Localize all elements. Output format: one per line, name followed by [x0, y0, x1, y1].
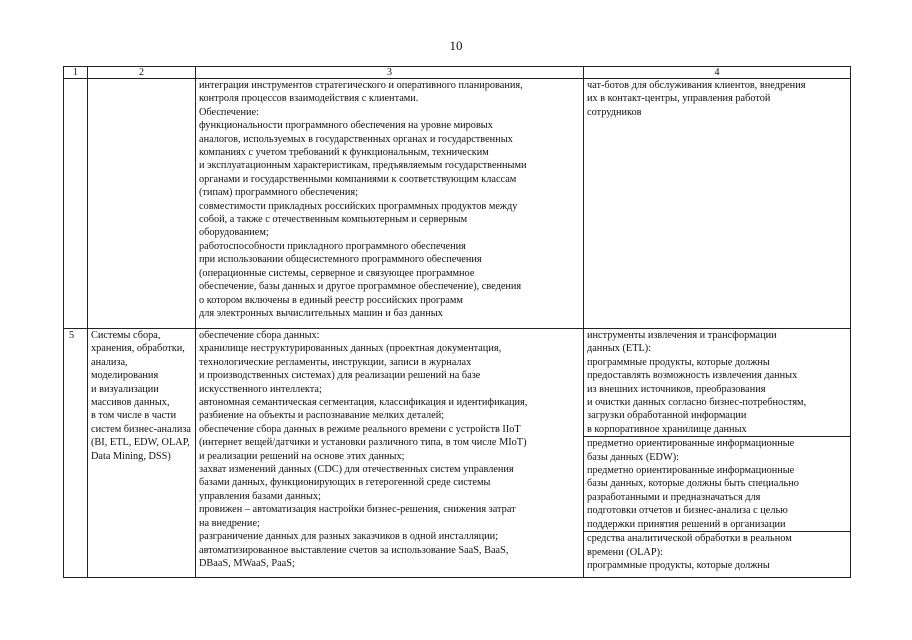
requirements-text: [199, 329, 580, 570]
text-line: технологические регламенты, инструкции, записи в журналах: [199, 356, 472, 368]
text-line: программные продукты, которые должны: [587, 559, 770, 571]
text-line: автоматизированное выставление счетов за использование SaaS, BaaS,: [199, 544, 509, 556]
text-line: аналогов, используемых в государственных органах и государственных: [199, 133, 513, 145]
text-line: и производственных системах) для реализации решений на базе: [199, 370, 481, 382]
text-line: в том числе в части: [91, 410, 177, 422]
text-line: совместимости прикладных российских программных продуктов между: [199, 200, 518, 212]
text-line: предметно ориентированные информационные: [587, 438, 795, 450]
text-line: поддержки принятия решений в организации: [587, 518, 786, 530]
row-continued-requirements-cell: [196, 79, 584, 329]
notes-group: [584, 436, 850, 531]
text-line: (операционные системы, серверное и связующее программное: [199, 267, 475, 279]
text-line: (BI, ETL, EDW, OLAP,: [91, 437, 190, 449]
text-line: загрузки обработанной информации: [587, 410, 747, 422]
text-line: для электронных вычислительных машин и баз данных: [199, 307, 443, 319]
system-name-text: [91, 329, 192, 463]
text-line: программные продукты, которые должны: [587, 356, 770, 368]
text-line: и визуализации: [91, 383, 159, 395]
text-line: обеспечение, базы данных и другое программное обеспечение), сведения: [199, 281, 522, 293]
row-continued-notes-cell: [584, 79, 851, 329]
text-line: DBaaS, MWaaS, PaaS;: [199, 557, 295, 569]
text-line: обеспечение сбора данных:: [199, 330, 320, 341]
text-line: и очистки данных согласно бизнес-потребностям,: [587, 397, 807, 409]
row-5-system-cell: [88, 329, 196, 578]
text-line: на внедрение;: [199, 517, 260, 529]
row-5-number-cell: 5: [64, 329, 88, 578]
text-line: анализа,: [91, 356, 128, 368]
text-line: при использовании общесистемного программного обеспечения: [199, 254, 482, 266]
text-line: их в контакт-центры, управления работой: [587, 93, 771, 105]
text-line: оборудованием;: [199, 227, 269, 239]
text-line: базы данных, которые должны быть специально: [587, 478, 799, 490]
text-line: инструменты извлечения и трансформации: [587, 330, 777, 341]
text-line: работоспособности прикладного программного обеспечения: [199, 240, 466, 252]
text-line: разбиение на объекты и распознавание мелких деталей;: [199, 410, 445, 422]
text-line: хранения, обработки,: [91, 343, 185, 355]
text-line: хранилище неструктурированных данных (проектная документация,: [199, 343, 502, 355]
column-header-2: 2: [88, 67, 196, 79]
text-line: сотрудников: [587, 106, 642, 118]
text-line: Системы сбора,: [91, 330, 161, 341]
page-number: 10: [449, 38, 463, 53]
text-line: массивов данных,: [91, 397, 170, 409]
text-line: (типам) программного обеспечения;: [199, 187, 359, 199]
notes-group: [587, 329, 847, 436]
row-5-requirements-cell: [196, 329, 584, 578]
text-line: захват изменений данных (CDC) для отечественных систем управления: [199, 464, 514, 476]
text-line: базы данных (EDW):: [587, 451, 680, 463]
text-line: данных (ETL):: [587, 343, 652, 355]
text-line: из внешних источников, преобразования: [587, 383, 766, 395]
table-row-5: [64, 329, 851, 578]
text-line: обеспечение сбора данных в режиме реального времени с устройств IIoT: [199, 423, 521, 435]
text-line: контроля процессов взаимодействия с клиентами.: [199, 93, 419, 105]
text-line: в корпоративное хранилище данных: [587, 423, 747, 435]
text-line: провижен – автоматизация настройки бизнес-решения, снижения затрат: [199, 504, 516, 516]
text-line: функциональности программного обеспечения на уровне мировых: [199, 120, 493, 132]
text-line: органами и государственными компаниями к соответствующим классам: [199, 173, 517, 185]
text-line: (интернет вещей/датчики и установки различного типа, в том числе MIoT): [199, 437, 527, 449]
text-line: Data Mining, DSS): [91, 450, 171, 462]
text-line: базами данных, функционирующих в гетерогенной среде системы: [199, 477, 491, 489]
text-line: предоставлять возможность извлечения данных: [587, 370, 798, 382]
text-line: о котором включены в единый реестр российских программ: [199, 294, 463, 306]
row-continued-system-cell: [88, 79, 196, 329]
text-line: и реализации решений на основе этих данных;: [199, 450, 405, 462]
text-line: управления базами данных;: [199, 490, 321, 502]
text-line: компаниях с учетом требований к функциональным, техническим: [199, 147, 489, 159]
row-continued-number-cell: [64, 79, 88, 329]
text-line: разработанными и предназначаться для: [587, 491, 761, 503]
column-header-4: 4: [584, 67, 851, 79]
text-line: интеграция инструментов стратегического и оперативного планирования,: [199, 80, 523, 91]
requirements-text: [199, 79, 580, 320]
text-line: автономная семантическая сегментация, классификация и идентификация,: [199, 397, 528, 409]
text-line: моделирования: [91, 370, 159, 382]
text-line: разграничение данных для разных заказчиков в одной инсталляции;: [199, 531, 498, 543]
notes-text: [587, 79, 847, 119]
text-line: подготовки отчетов и бизнес-анализа с целью: [587, 505, 788, 517]
table-header-row: [64, 67, 851, 79]
text-line: времени (OLAP):: [587, 546, 663, 558]
text-line: Обеспечение:: [199, 106, 259, 118]
text-line: искусственного интеллекта;: [199, 383, 322, 395]
table-row-continued: [64, 79, 851, 329]
text-line: средства аналитической обработки в реальном: [587, 533, 792, 545]
text-line: и эксплуатационным характеристикам, предъявляемым государственными: [199, 160, 527, 172]
column-header-3: 3: [196, 67, 584, 79]
notes-group: [584, 531, 850, 572]
notes-text: [587, 329, 847, 572]
text-line: предметно ориентированные информационные: [587, 465, 795, 477]
row-5-notes-cell: [584, 329, 851, 578]
text-line: систем бизнес-анализа: [91, 423, 191, 435]
column-header-1: 1: [64, 67, 88, 79]
requirements-table: [63, 66, 851, 578]
text-line: чат-ботов для обслуживания клиентов, внедрения: [587, 80, 806, 91]
text-line: собой, а также с отечественным компьютерным и серверным: [199, 214, 468, 226]
